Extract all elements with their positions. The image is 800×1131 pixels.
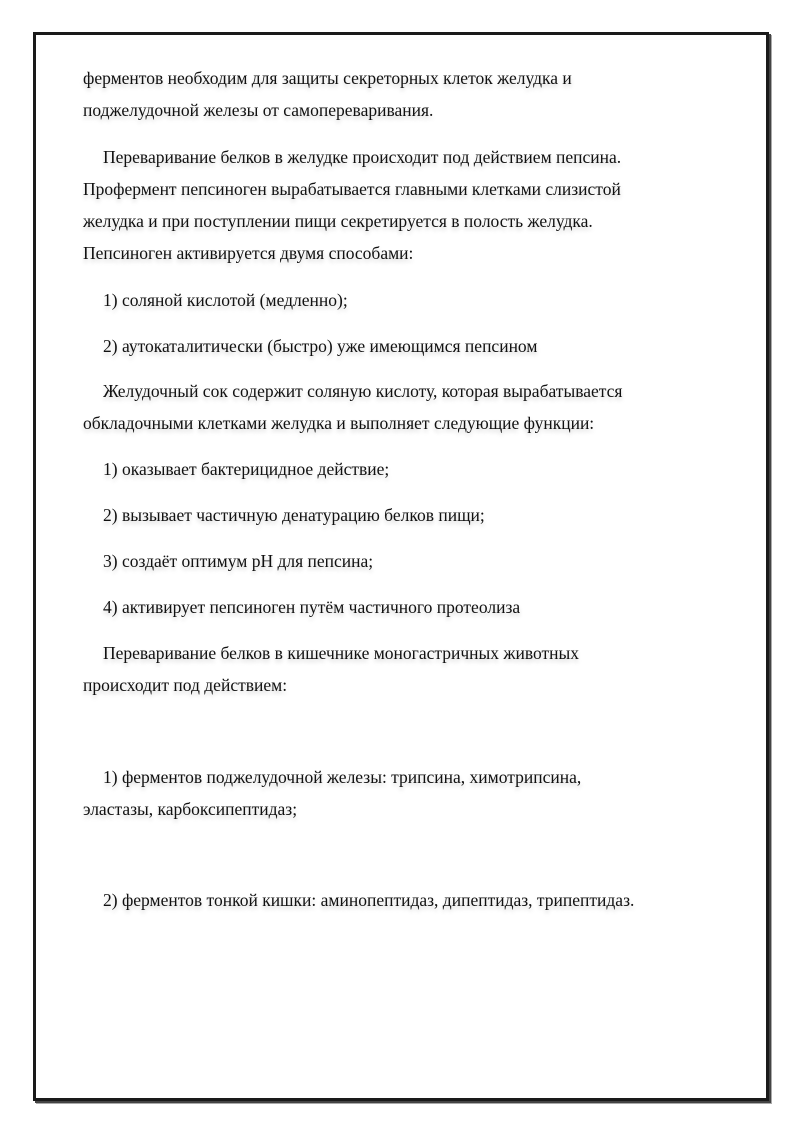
text-line: эластазы, карбоксипептидаз; xyxy=(83,799,298,819)
list-item: 4) активирует пепсиноген путём частичного протеолиза xyxy=(103,597,521,617)
paragraph-first-line: Переваривание белков в желудке происходит под действием пепсина. xyxy=(103,147,622,167)
paragraph-first-line: Желудочный сок содержит соляную кислоту, которая вырабатывается xyxy=(103,381,623,401)
list-item: 2) ферментов тонкой кишки: аминопептидаз, дипептидаз, трипептидаз. xyxy=(103,890,635,910)
text-line: ферментов необходим для защиты секреторных клеток желудка и xyxy=(83,68,572,88)
list-item: 1) оказывает бактерицидное действие; xyxy=(103,459,390,479)
text-line: поджелудочной железы от самопереваривания. xyxy=(83,100,434,120)
list-item: 2) аутокаталитически (быстро) уже имеющимся пепсином xyxy=(103,336,538,356)
list-item: 1) соляной кислотой (медленно); xyxy=(103,290,348,310)
text-line: Пепсиноген активируется двумя способами: xyxy=(83,243,414,263)
list-item: 3) создаёт оптимум pH для пепсина; xyxy=(103,551,374,571)
text-line: Профермент пепсиноген вырабатывается главными клетками слизистой xyxy=(83,179,621,199)
text-line: происходит под действием: xyxy=(83,675,288,695)
text-line: обкладочными клетками желудка и выполняет следующие функции: xyxy=(83,413,595,433)
list-item: 2) вызывает частичную денатурацию белков пищи; xyxy=(103,505,485,525)
text-line: желудка и при поступлении пищи секретируется в полость желудка. xyxy=(83,211,593,231)
paragraph-first-line: Переваривание белков в кишечнике моногастричных животных xyxy=(103,643,580,663)
list-item: 1) ферментов поджелудочной железы: трипсина, химотрипсина, xyxy=(103,767,582,787)
